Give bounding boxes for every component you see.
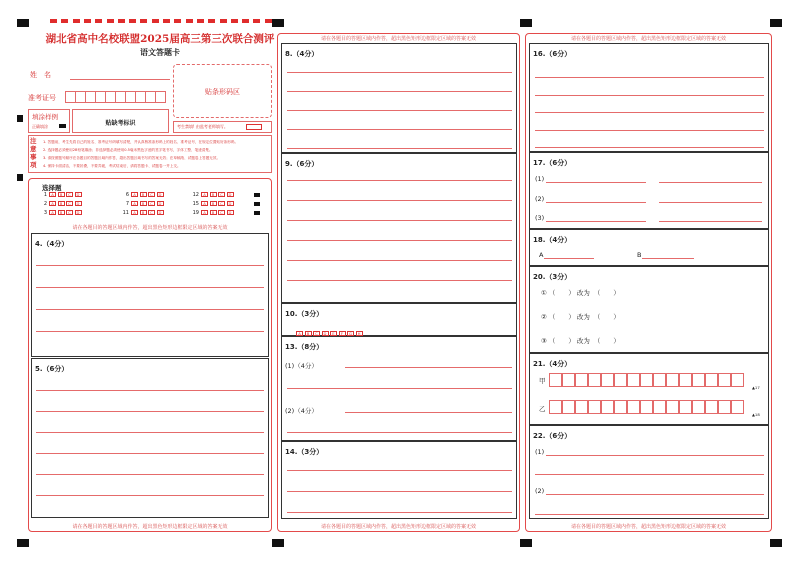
fill-sample-label: 填涂样例 xyxy=(32,113,58,121)
dash-segment xyxy=(163,19,170,23)
q20-num: ② xyxy=(541,313,547,321)
exam-title: 湖北省高中名校联盟2025届高三第三次联合测评 xyxy=(45,33,275,45)
q21-grid-cell[interactable] xyxy=(692,373,705,387)
q5-answer-line[interactable] xyxy=(36,411,264,412)
dash-segment xyxy=(61,19,68,23)
q14-box xyxy=(281,441,517,519)
notice-box xyxy=(28,135,272,173)
dash-segment xyxy=(152,19,159,23)
name-field[interactable] xyxy=(70,79,170,80)
boundary-note: 请在各题目的答题区域内作答，超出黑色矩形边框限定区域的答案无效 xyxy=(570,524,726,530)
exam-subtitle: 语文答题卡 xyxy=(140,47,180,57)
choice-question-number: 7 xyxy=(125,201,129,207)
choice-option[interactable]: B xyxy=(58,210,65,215)
choice-option[interactable]: B xyxy=(58,201,65,206)
choice-option[interactable]: D xyxy=(157,210,164,215)
choice-row[interactable] xyxy=(38,210,83,216)
q9-answer-line[interactable] xyxy=(287,240,512,241)
q21-grid-cell[interactable] xyxy=(627,373,640,387)
q18-label: 18.（4分） xyxy=(533,236,572,244)
q8-answer-line[interactable] xyxy=(287,129,512,130)
q21-grid-cell[interactable] xyxy=(640,400,653,414)
q21-grid-cell[interactable] xyxy=(718,400,731,414)
choice-option[interactable]: A xyxy=(49,210,56,215)
filled-mark xyxy=(59,124,66,128)
dash-segment xyxy=(253,19,260,23)
absent-checkbox[interactable] xyxy=(246,124,262,130)
q22-answer-line[interactable] xyxy=(546,494,764,495)
choice-question-number: 2 xyxy=(43,201,47,207)
q9-answer-line[interactable] xyxy=(287,280,512,281)
choice-option[interactable]: B xyxy=(210,201,217,206)
notice-line: 4. 保持卡面清洁，不要折叠，不要弄破，考试结束后，请将答题卡、试题卷一并上交。 xyxy=(43,164,181,168)
q10-option[interactable]: H xyxy=(356,331,363,336)
missing-box xyxy=(72,109,169,133)
dash-segment xyxy=(129,19,136,23)
timing-mark xyxy=(254,211,260,215)
alignment-mark xyxy=(520,19,532,27)
choice-option[interactable]: B xyxy=(140,201,147,206)
q4-box xyxy=(31,233,269,357)
notice-line: 2. 选择题必须使用2B铅笔填涂；非选择题必须使用0.5毫米黑色字迹的签字笔书写，字体工整、笔迹清楚。 xyxy=(43,148,213,152)
choice-option[interactable]: A xyxy=(201,201,208,206)
q13-answer-line[interactable] xyxy=(345,412,512,413)
q13-answer-line[interactable] xyxy=(345,367,512,368)
q17-part-label: (2) xyxy=(535,195,545,203)
q10-label: 10.（3分） xyxy=(285,310,324,318)
q21-grid-cell[interactable] xyxy=(627,400,640,414)
top-dash-bar xyxy=(50,19,275,23)
q8-label: 8.（4分） xyxy=(285,50,319,58)
choice-option[interactable]: C xyxy=(66,210,73,215)
q21-box xyxy=(529,353,769,425)
choice-option[interactable]: C xyxy=(66,192,73,197)
q10-option[interactable]: B xyxy=(305,331,312,336)
boundary-note: 请在各题目的答题区域内作答，超出黑色矩形边框限定区域的答案无效 xyxy=(72,225,228,231)
q5-box xyxy=(31,358,269,518)
choice-option[interactable]: D xyxy=(75,192,82,197)
q16-answer-line[interactable] xyxy=(535,147,764,148)
q16-box xyxy=(529,43,769,152)
choice-option[interactable]: C xyxy=(148,210,155,215)
choice-question-number: 1 xyxy=(43,192,47,198)
q17-answer-line[interactable] xyxy=(546,221,646,222)
q21-grid-cell[interactable] xyxy=(575,400,588,414)
exam-id-cells[interactable] xyxy=(65,91,170,103)
q16-answer-line[interactable] xyxy=(535,77,764,78)
q17-answer-line[interactable] xyxy=(659,182,762,183)
q21-b-label: 乙 xyxy=(539,405,546,413)
q14-answer-line[interactable] xyxy=(287,512,512,513)
choice-option[interactable]: A xyxy=(201,210,208,215)
dash-segment xyxy=(50,19,57,23)
q17-label: 17.（6分） xyxy=(533,159,572,167)
q13-part1-label: (1)（4分） xyxy=(285,362,318,370)
q21-grid-cell[interactable] xyxy=(549,400,562,414)
choice-option[interactable]: C xyxy=(66,201,73,206)
q20-label: 20.（3分） xyxy=(533,273,572,281)
choice-row[interactable] xyxy=(120,192,165,198)
q21-grid-cell[interactable] xyxy=(731,400,744,414)
q10-option[interactable]: E xyxy=(330,331,337,336)
choice-option[interactable]: D xyxy=(157,201,164,206)
alignment-mark xyxy=(770,539,782,547)
q20-box xyxy=(529,266,769,353)
q14-answer-line[interactable] xyxy=(287,491,512,492)
q22-part-label: (2) xyxy=(535,487,545,495)
choice-section xyxy=(34,182,266,220)
q22-answer-line[interactable] xyxy=(535,474,764,475)
alignment-mark xyxy=(272,539,284,547)
q21-grid-cell[interactable] xyxy=(692,400,705,414)
choice-option[interactable]: B xyxy=(58,192,65,197)
q4-answer-line[interactable] xyxy=(36,265,264,266)
absent-note: 考生禁填! 由监考老师填写。 xyxy=(177,124,228,129)
q8-answer-line[interactable] xyxy=(287,91,512,92)
q21-a-label: 甲 xyxy=(539,377,546,385)
q10-option[interactable]: G xyxy=(347,331,354,336)
q16-answer-line[interactable] xyxy=(535,95,764,96)
q20-mid: 改为 xyxy=(576,337,590,345)
q21-grid-cell[interactable] xyxy=(562,373,575,387)
q22-label: 22.（6分） xyxy=(533,432,572,440)
q20-num: ① xyxy=(541,289,547,297)
alignment-mark xyxy=(17,174,23,181)
choice-option[interactable]: D xyxy=(227,210,234,215)
dash-segment xyxy=(265,19,272,23)
choice-option[interactable]: D xyxy=(75,201,82,206)
q5-answer-line[interactable] xyxy=(36,474,264,475)
q5-label: 5.（6分） xyxy=(35,365,69,373)
choice-option[interactable]: A xyxy=(49,201,56,206)
choice-row[interactable] xyxy=(190,210,235,216)
q10-option[interactable]: A xyxy=(296,331,303,336)
q20-mid: 改为 xyxy=(576,313,590,321)
q5-answer-line[interactable] xyxy=(36,453,264,454)
q18-box xyxy=(529,229,769,266)
dash-segment xyxy=(208,19,215,23)
q17-answer-line[interactable] xyxy=(546,182,646,183)
dash-segment xyxy=(197,19,204,23)
q8-answer-line[interactable] xyxy=(287,148,512,149)
alignment-mark xyxy=(272,19,284,27)
q8-answer-line[interactable] xyxy=(287,72,512,73)
choice-option[interactable]: C xyxy=(218,210,225,215)
choice-row[interactable] xyxy=(38,192,83,198)
choice-option[interactable]: C xyxy=(218,192,225,197)
q20-paren: （ ） xyxy=(548,337,575,345)
choice-option[interactable]: C xyxy=(218,201,225,206)
dash-segment xyxy=(140,19,147,23)
q20-mid: 改为 xyxy=(576,289,590,297)
q4-label: 4.（4分） xyxy=(35,240,69,248)
alignment-mark xyxy=(17,115,23,122)
choice-title: 选择题 xyxy=(42,184,62,192)
dash-segment xyxy=(174,19,181,23)
choice-row[interactable] xyxy=(190,192,235,198)
q18-a-line[interactable] xyxy=(544,258,594,259)
choice-option[interactable]: D xyxy=(227,192,234,197)
choice-question-number: 6 xyxy=(125,192,129,198)
q21-b-count: ▲18 xyxy=(752,412,760,417)
dash-segment xyxy=(220,19,227,23)
q21-grid-cell[interactable] xyxy=(666,373,679,387)
boundary-note: 请在各题目的答题区域内作答，超出黑色矩形边框限定区域的答案无效 xyxy=(320,524,476,530)
dash-segment xyxy=(118,19,125,23)
q22-answer-line[interactable] xyxy=(535,514,764,515)
absent-box xyxy=(173,121,272,133)
q21-a-count: ▲17 xyxy=(752,385,760,390)
q5-answer-line[interactable] xyxy=(36,432,264,433)
notice-line: 3. 请按照题号顺序在各题目的答题区域内作答，超出答题区域书写的答案无效；在草稿纸、试题卷上答题无效。 xyxy=(43,156,221,160)
q9-answer-line[interactable] xyxy=(287,180,512,181)
choice-row[interactable] xyxy=(120,210,165,216)
choice-row[interactable] xyxy=(120,201,165,207)
q21-label: 21.（4分） xyxy=(533,360,572,368)
alignment-mark xyxy=(17,539,29,547)
q21-grid-cell[interactable] xyxy=(549,373,562,387)
q21-grid-cell[interactable] xyxy=(679,400,692,414)
q4-answer-line[interactable] xyxy=(36,309,264,310)
notice-title: 注意事项 xyxy=(30,137,37,169)
choice-option[interactable]: D xyxy=(227,201,234,206)
barcode-label: 贴条形码区 xyxy=(205,88,240,96)
choice-option[interactable]: A xyxy=(131,210,138,215)
dash-segment xyxy=(186,19,193,23)
q21-grid-cell[interactable] xyxy=(653,373,666,387)
q21-grid-cell[interactable] xyxy=(588,400,601,414)
choice-option[interactable]: A xyxy=(201,192,208,197)
q9-answer-line[interactable] xyxy=(287,200,512,201)
alignment-mark xyxy=(17,19,29,27)
q20-paren2: （ ） xyxy=(593,313,620,321)
q17-part-label: (3) xyxy=(535,214,545,222)
dash-segment xyxy=(73,19,80,23)
q17-answer-line[interactable] xyxy=(659,202,762,203)
q21-grid-cell[interactable] xyxy=(601,373,614,387)
barcode-area xyxy=(173,64,272,118)
choice-option[interactable]: B xyxy=(140,210,147,215)
alignment-mark xyxy=(520,539,532,547)
fill-sample-sub: 正确填涂 xyxy=(32,124,48,129)
q21-grid-cell[interactable] xyxy=(705,373,718,387)
choice-option[interactable]: A xyxy=(131,192,138,197)
q20-paren: （ ） xyxy=(548,313,575,321)
choice-question-number: 11 xyxy=(122,210,129,216)
q4-answer-line[interactable] xyxy=(36,331,264,332)
q13-answer-line[interactable] xyxy=(287,388,512,389)
exam-id-label: 准考证号 xyxy=(28,94,56,102)
q22-answer-line[interactable] xyxy=(546,455,764,456)
dash-segment xyxy=(84,19,91,23)
q4-answer-line[interactable] xyxy=(36,287,264,288)
choice-option[interactable]: B xyxy=(140,192,147,197)
q13-label: 13.（8分） xyxy=(285,343,324,351)
q5-answer-line[interactable] xyxy=(36,495,264,496)
q21-grid-cell[interactable] xyxy=(653,400,666,414)
q21-grid-cell[interactable] xyxy=(666,400,679,414)
q21-grid-cell[interactable] xyxy=(731,373,744,387)
q16-answer-line[interactable] xyxy=(535,112,764,113)
q21-grid-cell[interactable] xyxy=(705,400,718,414)
choice-option[interactable]: D xyxy=(157,192,164,197)
q17-box xyxy=(529,152,769,229)
q21-grid-cell[interactable] xyxy=(640,373,653,387)
q8-answer-line[interactable] xyxy=(287,110,512,111)
choice-option[interactable]: A xyxy=(131,201,138,206)
fill-sample-box xyxy=(28,109,70,133)
q18-b-label: B xyxy=(637,251,642,259)
q20-paren: （ ） xyxy=(548,289,575,297)
choice-row[interactable] xyxy=(190,201,235,207)
q21-grid-cell[interactable] xyxy=(614,373,627,387)
choice-question-number: 15 xyxy=(192,201,199,207)
exam-id-cell[interactable] xyxy=(155,91,166,103)
choice-option[interactable]: A xyxy=(49,192,56,197)
q17-answer-line[interactable] xyxy=(546,202,646,203)
q21-grid-cell[interactable] xyxy=(679,373,692,387)
q9-answer-line[interactable] xyxy=(287,220,512,221)
dash-segment xyxy=(231,19,238,23)
q10-option[interactable]: D xyxy=(322,331,329,336)
q21-grid-cell[interactable] xyxy=(601,400,614,414)
q21-grid-cell[interactable] xyxy=(575,373,588,387)
q22-part-label: (1) xyxy=(535,448,545,456)
choice-option[interactable]: B xyxy=(210,210,217,215)
q17-part-label: (1) xyxy=(535,175,545,183)
dash-segment xyxy=(107,19,114,23)
q9-answer-line[interactable] xyxy=(287,260,512,261)
q14-answer-line[interactable] xyxy=(287,470,512,471)
dash-segment xyxy=(95,19,102,23)
q8-box xyxy=(281,43,517,153)
q18-a-label: A xyxy=(539,251,544,259)
choice-question-number: 3 xyxy=(43,210,47,216)
q21-grid-cell[interactable] xyxy=(562,400,575,414)
q20-row[interactable] xyxy=(541,288,622,297)
boundary-note: 请在各题目的答题区域内作答，超出黑色矩形边框限定区域的答案无效 xyxy=(320,36,476,42)
q22-box xyxy=(529,425,769,519)
q10-option[interactable]: C xyxy=(313,331,320,336)
q21-grid-cell[interactable] xyxy=(614,400,627,414)
q20-paren2: （ ） xyxy=(593,289,620,297)
q16-label: 16.（6分） xyxy=(533,50,572,58)
notice-line: 1. 答题前，考生先将自己的姓名、准考证号码填写清楚，并认真核准条形码上的姓名、准考证号，在规定位置贴好条形码。 xyxy=(43,140,239,144)
q20-paren2: （ ） xyxy=(593,337,620,345)
missing-label: 贴缺考标识 xyxy=(105,120,136,127)
q9-label: 9.（6分） xyxy=(285,160,319,168)
q10-option[interactable]: F xyxy=(339,331,346,336)
choice-row[interactable] xyxy=(38,201,83,207)
q20-row[interactable] xyxy=(541,336,622,345)
choice-question-number: 12 xyxy=(192,192,199,198)
q10-box xyxy=(281,303,517,336)
choice-question-number: 19 xyxy=(192,210,199,216)
name-label: 姓 名 xyxy=(30,71,51,79)
q17-answer-line[interactable] xyxy=(659,221,762,222)
choice-option[interactable]: B xyxy=(210,192,217,197)
q16-answer-line[interactable] xyxy=(535,130,764,131)
q13-part2-label: (2)（4分） xyxy=(285,407,318,415)
choice-option[interactable]: C xyxy=(148,201,155,206)
q13-answer-line[interactable] xyxy=(287,432,512,433)
choice-option[interactable]: D xyxy=(75,210,82,215)
q18-b-line[interactable] xyxy=(642,258,694,259)
choice-option[interactable]: C xyxy=(148,192,155,197)
q21-grid-cell[interactable] xyxy=(718,373,731,387)
q20-row[interactable] xyxy=(541,312,622,321)
q14-label: 14.（3分） xyxy=(285,448,324,456)
alignment-mark xyxy=(770,19,782,27)
boundary-note: 请在各题目的答题区域内作答，超出黑色矩形边框限定区域的答案无效 xyxy=(72,524,228,530)
boundary-note: 请在各题目的答题区域内作答，超出黑色矩形边框限定区域的答案无效 xyxy=(570,36,726,42)
timing-mark xyxy=(254,202,260,206)
q5-answer-line[interactable] xyxy=(36,390,264,391)
dash-segment xyxy=(242,19,249,23)
timing-mark xyxy=(254,193,260,197)
q21-grid-cell[interactable] xyxy=(588,373,601,387)
q20-num: ③ xyxy=(541,337,547,345)
